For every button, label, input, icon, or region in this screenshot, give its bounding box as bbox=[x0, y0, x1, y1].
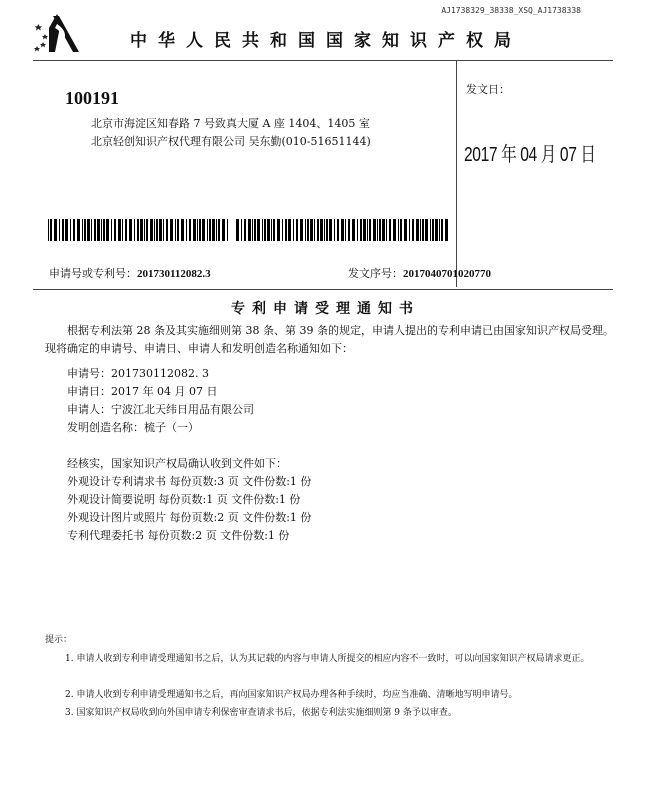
barcode-bar bbox=[345, 219, 346, 241]
application-number-value: 201730112082.3 bbox=[137, 268, 211, 280]
barcode-bar bbox=[277, 219, 280, 241]
barcode-bar bbox=[218, 219, 220, 241]
tip-item: 2. 申请人收到专利申请受理通知书之后，再向国家知识产权局办理各种手续时，均应当准确、清晰地写明申请号。 bbox=[65, 690, 518, 700]
field-value: 2017 年 04 月 07 日 bbox=[111, 385, 218, 398]
barcode-bar bbox=[111, 219, 112, 241]
barcode-bar bbox=[360, 219, 362, 241]
office-name: 中华人民共和国国家知识产权局 bbox=[130, 31, 522, 51]
barcode-bar bbox=[293, 219, 294, 241]
address-line-1: 北京市海淀区知春路 7 号致真大厦 A 座 1404、1405 室 bbox=[91, 117, 370, 130]
barcode-bar bbox=[236, 219, 239, 241]
field-invention-name bbox=[67, 419, 199, 435]
send-date-value: 2017 年 04 月 07 日 bbox=[464, 144, 596, 166]
barcode-bar bbox=[62, 219, 64, 241]
barcode-bar bbox=[103, 219, 105, 241]
barcode-bar bbox=[87, 219, 90, 241]
barcode-bar bbox=[197, 219, 198, 241]
barcode-bar bbox=[373, 219, 376, 241]
barcode-bar bbox=[227, 219, 228, 241]
field-label: 申请号： bbox=[67, 367, 111, 380]
field-application-number bbox=[67, 365, 209, 381]
barcode-bar bbox=[357, 219, 358, 241]
barcode-bar bbox=[271, 219, 272, 241]
barcode-bar bbox=[134, 219, 135, 241]
barcode-bar bbox=[207, 219, 208, 241]
barcode-bar bbox=[150, 219, 153, 241]
document-item: 专利代理委托书 每份页数:2 页 文件份数:1 份 bbox=[67, 529, 290, 542]
barcode-bar bbox=[177, 219, 179, 241]
barcode-bar bbox=[91, 219, 92, 241]
tip-item: 3. 国家知识产权局收到向外国申请专利保密审查请求书后，依据专利法实施细则第 9 条予以审查。 bbox=[65, 708, 457, 718]
barcode-bar bbox=[369, 219, 371, 241]
barcode-bar bbox=[377, 219, 378, 241]
barcode-right bbox=[236, 219, 448, 241]
serial-number-value: 2017040701020770 bbox=[403, 268, 491, 280]
barcode-bar bbox=[363, 219, 366, 241]
barcode-bar bbox=[352, 219, 355, 241]
barcode-bar bbox=[379, 219, 381, 241]
barcode-bar bbox=[412, 219, 414, 241]
barcode-bar bbox=[285, 219, 287, 241]
barcode-bar bbox=[129, 219, 132, 241]
barcode-bar bbox=[393, 219, 396, 241]
barcode-bar bbox=[409, 219, 410, 241]
barcode-bar bbox=[416, 219, 419, 241]
barcode-bar bbox=[84, 219, 86, 241]
barcode-bar bbox=[282, 219, 283, 241]
address-line-2: 北京轻创知识产权代理有限公司 吴东勤(010-51651144) bbox=[91, 135, 371, 148]
barcode-bar bbox=[94, 219, 96, 241]
barcode-bar bbox=[264, 219, 266, 241]
barcode-bar bbox=[334, 219, 335, 241]
barcode-bar bbox=[146, 219, 148, 241]
barcode-bar bbox=[307, 219, 309, 241]
notice-intro: 根据专利法第 28 条及其实施细则第 38 条、第 39 条的规定，申请人提出的专利申请已由国家知识产权局受理。现将确定的申请号、申请日、申请人和发明创造名称通知如下： bbox=[45, 324, 614, 355]
barcode-bar bbox=[400, 219, 402, 241]
barcode-bar bbox=[222, 219, 225, 241]
barcode-bar bbox=[262, 219, 263, 241]
barcode-bar bbox=[125, 219, 127, 241]
barcode-bar bbox=[300, 219, 303, 241]
tip-item: 1. 申请人收到专利申请受理通知书之后，认为其记载的内容与申请人所提交的相应内容不一致时，可以向国家知识产权局请求更正。 bbox=[65, 654, 590, 664]
barcode-bar bbox=[441, 219, 443, 241]
barcode-bar bbox=[296, 219, 298, 241]
barcode-bar bbox=[439, 219, 440, 241]
recipient-address bbox=[91, 115, 371, 151]
barcode-bar bbox=[140, 219, 143, 241]
barcode-bar bbox=[65, 219, 68, 241]
barcode-bar bbox=[77, 219, 80, 241]
barcode-bar bbox=[216, 219, 217, 241]
serial-number bbox=[348, 265, 491, 281]
barcode-bar bbox=[420, 219, 421, 241]
barcode-bar bbox=[59, 219, 60, 241]
barcode-bar bbox=[254, 219, 256, 241]
serial-number-label: 发文序号： bbox=[348, 267, 403, 280]
cnipa-logo-icon bbox=[33, 12, 83, 56]
barcode-bar bbox=[163, 219, 164, 241]
barcode-bar bbox=[305, 219, 306, 241]
barcode-bar bbox=[248, 219, 251, 241]
field-label: 申请日： bbox=[67, 385, 111, 398]
barcode-bar bbox=[106, 219, 109, 241]
barcode-bar bbox=[267, 219, 270, 241]
application-number-label: 申请号或专利号： bbox=[49, 267, 137, 280]
barcode-bar bbox=[54, 219, 57, 241]
barcode-bar bbox=[193, 219, 196, 241]
document-item: 外观设计图片或照片 每份页数:2 页 文件份数:1 份 bbox=[67, 511, 312, 524]
field-applicant bbox=[67, 401, 254, 417]
barcode-bar bbox=[175, 219, 176, 241]
field-label: 申请人： bbox=[67, 403, 111, 416]
barcode-bar bbox=[326, 219, 328, 241]
barcode-bar bbox=[317, 219, 319, 241]
barcode-bar bbox=[170, 219, 173, 241]
field-value: 梳子（一） bbox=[144, 421, 199, 434]
header-box bbox=[33, 60, 613, 290]
barcode-bar bbox=[329, 219, 332, 241]
barcode-bar bbox=[144, 219, 145, 241]
barcode-bar bbox=[273, 219, 275, 241]
barcode-bar bbox=[337, 219, 339, 241]
barcode-bar bbox=[241, 219, 242, 241]
barcode-bar bbox=[389, 219, 391, 241]
header-divider bbox=[456, 61, 457, 287]
barcode-bar bbox=[186, 219, 187, 241]
send-date-label: 发文日： bbox=[466, 83, 510, 96]
barcode-bar bbox=[435, 219, 438, 241]
barcode-bar bbox=[48, 219, 49, 241]
barcode-bar bbox=[386, 219, 387, 241]
barcode-bar bbox=[189, 219, 191, 241]
barcode-bar bbox=[114, 219, 116, 241]
barcode-bar bbox=[122, 219, 123, 241]
barcode-bar bbox=[320, 219, 323, 241]
barcode-bar bbox=[257, 219, 260, 241]
barcode-bar bbox=[137, 219, 139, 241]
field-value: 宁波江北天纬日用品有限公司 bbox=[111, 403, 254, 416]
reference-code: AJ1738329_38338_XSQ_AJ1738338 bbox=[441, 6, 581, 15]
barcode-bar bbox=[166, 219, 168, 241]
notice-title: 专利申请受理通知书 bbox=[231, 301, 420, 317]
barcode-bar bbox=[154, 219, 155, 241]
barcode-bar bbox=[181, 219, 184, 241]
received-intro: 经核实，国家知识产权局确认收到文件如下： bbox=[67, 457, 287, 470]
barcode-bar bbox=[288, 219, 291, 241]
barcode-bar bbox=[398, 219, 399, 241]
barcode-bar bbox=[445, 219, 448, 241]
barcode-bar bbox=[118, 219, 121, 241]
barcode-bar bbox=[348, 219, 350, 241]
barcode-bar bbox=[70, 219, 71, 241]
application-number bbox=[49, 265, 211, 281]
barcode-bar bbox=[430, 219, 431, 241]
barcode-bar bbox=[422, 219, 424, 241]
barcode-bar bbox=[432, 219, 434, 241]
barcode-bar bbox=[314, 219, 315, 241]
field-filing-date bbox=[67, 383, 217, 399]
barcode-bar bbox=[199, 219, 201, 241]
barcode-bar bbox=[101, 219, 102, 241]
barcode-bar bbox=[341, 219, 344, 241]
field-label: 发明创造名称： bbox=[67, 421, 144, 434]
barcode-bar bbox=[156, 219, 158, 241]
postcode: 100191 bbox=[65, 88, 119, 108]
barcode-bar bbox=[82, 219, 83, 241]
document-item: 外观设计专利请求书 每份页数:3 页 文件份数:1 份 bbox=[67, 475, 312, 488]
barcode-bar bbox=[209, 219, 211, 241]
barcode-bar bbox=[382, 219, 385, 241]
barcode-bar bbox=[212, 219, 215, 241]
document-item: 外观设计简要说明 每份页数:1 页 文件份数:1 份 bbox=[67, 493, 301, 506]
barcode-bar bbox=[97, 219, 100, 241]
barcode-left bbox=[48, 219, 228, 241]
field-value: 201730112082. 3 bbox=[111, 367, 209, 380]
barcode-bar bbox=[252, 219, 253, 241]
barcode-bar bbox=[73, 219, 75, 241]
tips-label: 提示： bbox=[45, 635, 73, 645]
barcode-bar bbox=[244, 219, 246, 241]
barcode-bar bbox=[202, 219, 205, 241]
barcode-bar bbox=[50, 219, 52, 241]
barcode-bar bbox=[404, 219, 407, 241]
barcode-bar bbox=[367, 219, 368, 241]
barcode-bar bbox=[425, 219, 428, 241]
barcode-bar bbox=[310, 219, 313, 241]
barcode-bar bbox=[159, 219, 162, 241]
barcode-bar bbox=[324, 219, 325, 241]
